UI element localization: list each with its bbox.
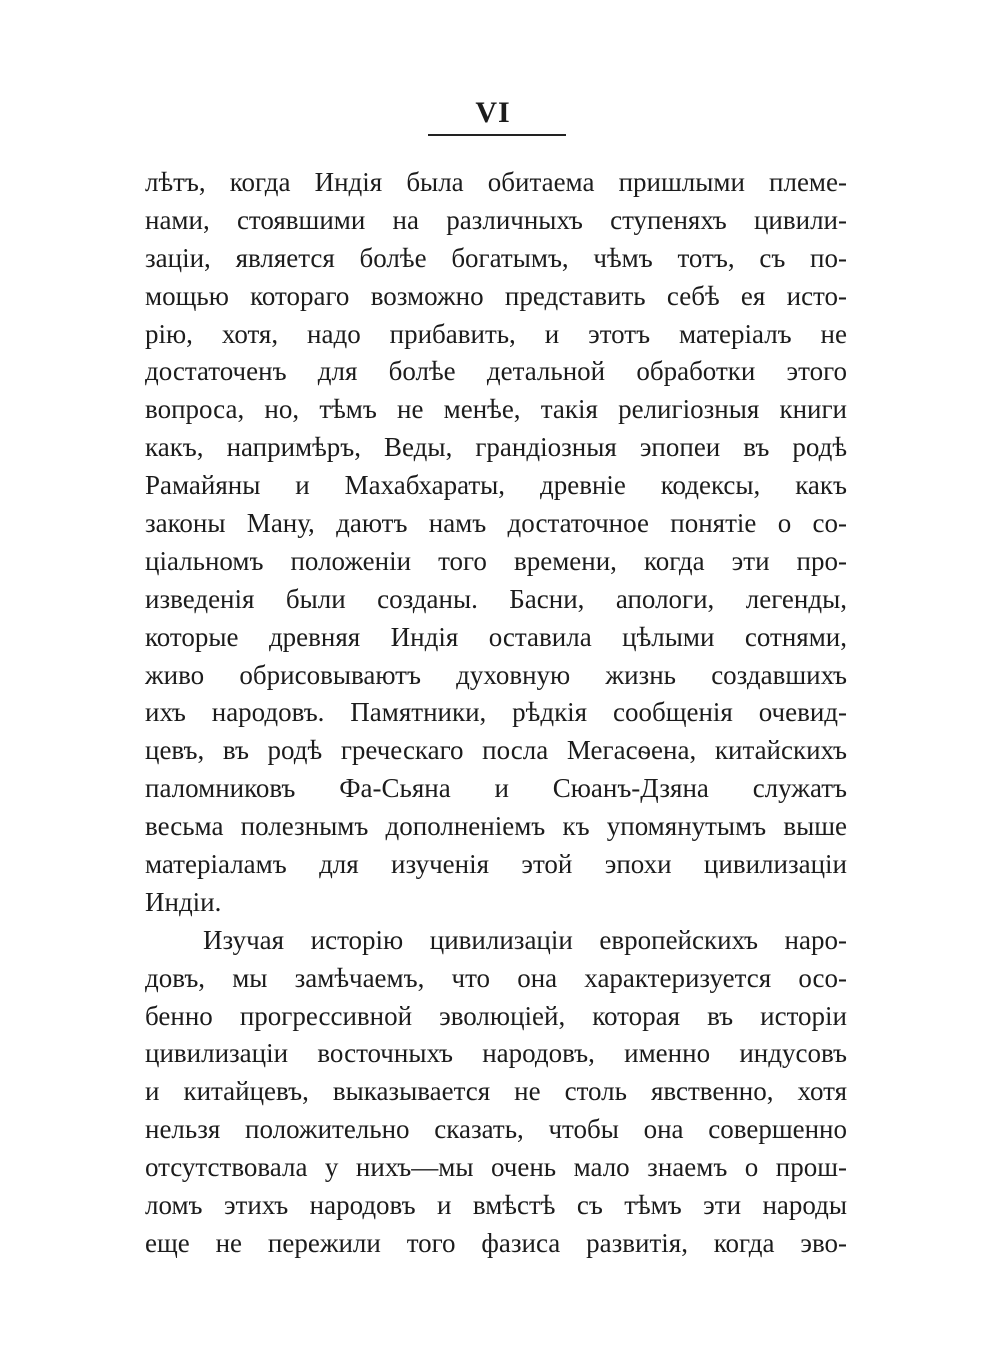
text-line: Индіи. [145,886,222,917]
text-line: достаточенъ для болѣе детальной обработки этого [145,356,847,387]
text-line: ціальномъ положеніи того времени, когда эти про- [145,545,847,576]
text-line: нельзя положительно сказать, чтобы она совершенно [145,1114,847,1145]
text-line: цивилизаціи восточныхъ народовъ, именно индусовъ [145,1038,847,1069]
paragraph-2 [145,922,847,1263]
text-line: довъ, мы замѣчаемъ, что она характеризуется осо- [145,962,847,993]
text-line: рію, хотя, надо прибавить, и этотъ матеріалъ не [145,318,847,349]
text-line: Рамайяны и Махабхараты, древніе кодексы, какъ [145,470,847,501]
text-line: отсутствовала у нихъ—мы очень мало знаемъ о прош- [145,1152,847,1183]
text-line: законы Ману, даютъ намъ достаточное понятіе о со- [145,508,847,539]
header-rule [428,134,566,136]
text-line: бенно прогрессивной эволюціей, которая въ исторіи [145,1000,847,1031]
text-line: какъ, напримѣръ, Веды, грандіозныя эпопеи въ родѣ [145,432,847,463]
text-line: которые древняя Индія оставила цѣлыми сотнями, [145,621,847,652]
text-line: мощью котораго возможно представить себѣ ея исто- [145,280,847,311]
text-line: вопроса, но, тѣмъ не менѣе, такія религіозныя книги [145,394,847,425]
text-line: цевъ, въ родѣ греческаго посла Мегасѳена, китайскихъ [145,735,847,766]
body-text [145,164,847,1263]
text-line: Изучая исторію цивилизаціи европейскихъ наро- [203,924,847,955]
text-line: лѣтъ, когда Индія была обитаема пришлыми племе- [145,167,847,197]
page-number: VI [475,96,511,129]
text-line: ломъ этихъ народовъ и вмѣстѣ съ тѣмъ эти народы [145,1190,847,1221]
text-line: заціи, является болѣе богатымъ, чѣмъ тотъ, съ по- [145,242,847,273]
text-line: изведенія были созданы. Басни, апологи, легенды, [145,583,847,614]
text-line: и китайцевъ, выказывается не столь явственно, хотя [145,1076,847,1107]
paragraph-1 [145,164,847,922]
text-line: весьма полезнымъ дополненіемъ къ упомянутымъ выше [145,811,847,842]
text-line: еще не пережили того фазиса развитія, когда эво- [145,1227,847,1258]
text-line: паломниковъ Фа-Сьяна и Сюанъ-Дзяна служатъ [145,773,847,804]
text-line: матеріаламъ для изученія этой эпохи цивилизаціи [145,849,847,880]
text-line: живо обрисовываютъ духовную жизнь создавшихъ [145,659,847,690]
text-line: нами, стоявшими на различныхъ ступеняхъ цивили- [145,204,847,235]
text-line: ихъ народовъ. Памятники, рѣдкія сообщенія очевид- [145,697,847,728]
